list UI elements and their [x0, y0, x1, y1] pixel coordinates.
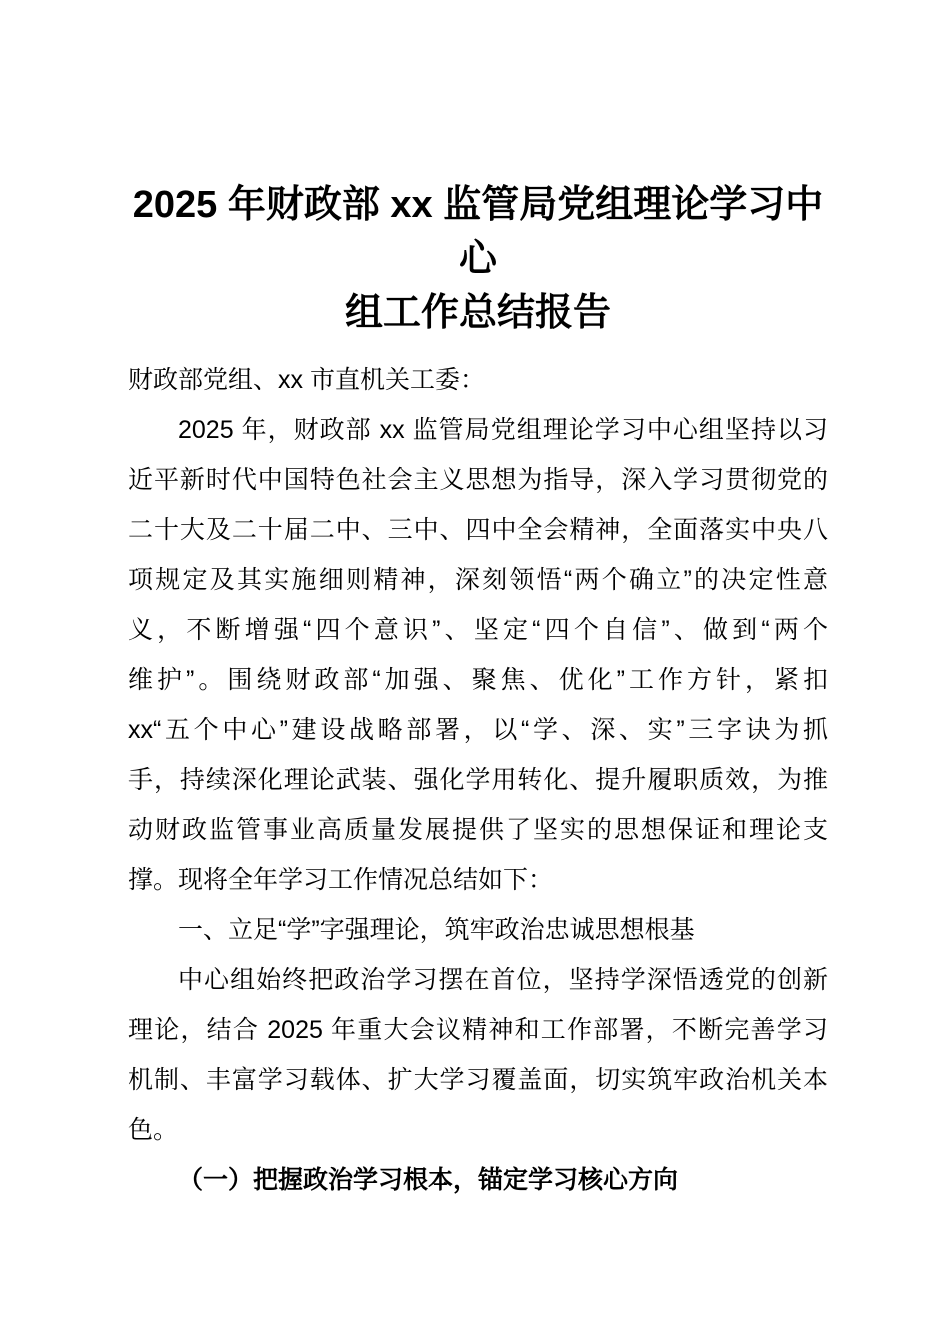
subsection-heading: （一）把握政治学习根本，锚定学习核心方向 — [178, 1166, 679, 1194]
section-heading: 一、立足“学”字强理论，筑牢政治忠诚思想根基 — [178, 916, 695, 944]
paragraph-line: 2025 年，财政部 xx 监管局党组理论学习中心组坚持以习 — [178, 416, 828, 444]
paragraph-line: 维护”。围绕财政部“加强、聚焦、优化”工作方针，紧扣 — [128, 666, 828, 694]
paragraph-line: 项规定及其实施细则精神，深刻领悟“两个确立”的决定性意 — [128, 566, 828, 594]
paragraph-line: xx“五个中心”建设战略部署，以“学、深、实”三字诀为抓 — [128, 716, 828, 744]
paragraph-line: 色。 — [128, 1116, 179, 1144]
salutation-line: 财政部党组、xx 市直机关工委： — [128, 366, 485, 394]
document-body — [128, 355, 828, 1205]
paragraph-line: 义，不断增强“四个意识”、坚定“四个自信”、做到“两个 — [128, 616, 828, 644]
paragraph-line: 动财政监管事业高质量发展提供了坚实的思想保证和理论支 — [128, 816, 828, 844]
paragraph-line: 理论，结合 2025 年重大会议精神和工作部署，不断完善学习 — [128, 1016, 828, 1044]
paragraph-line: 机制、丰富学习载体、扩大学习覆盖面，切实筑牢政治机关本 — [128, 1066, 828, 1094]
paragraph-line: 撑。现将全年学习工作情况总结如下： — [128, 866, 554, 894]
document-title — [128, 178, 828, 340]
paragraph-line: 手，持续深化理论武装、强化学用转化、提升履职质效，为推 — [128, 766, 828, 794]
paragraph-line: 二十大及二十届二中、三中、四中全会精神，全面落实中央八 — [128, 516, 828, 544]
paragraph-line: 中心组始终把政治学习摆在首位，坚持学深悟透党的创新 — [178, 966, 828, 994]
title-line-1: 2025 年财政部 xx 监管局党组理论学习中心 — [132, 184, 824, 280]
paragraph-line: 近平新时代中国特色社会主义思想为指导，深入学习贯彻党的 — [128, 466, 828, 494]
title-line-2: 组工作总结报告 — [344, 292, 611, 334]
